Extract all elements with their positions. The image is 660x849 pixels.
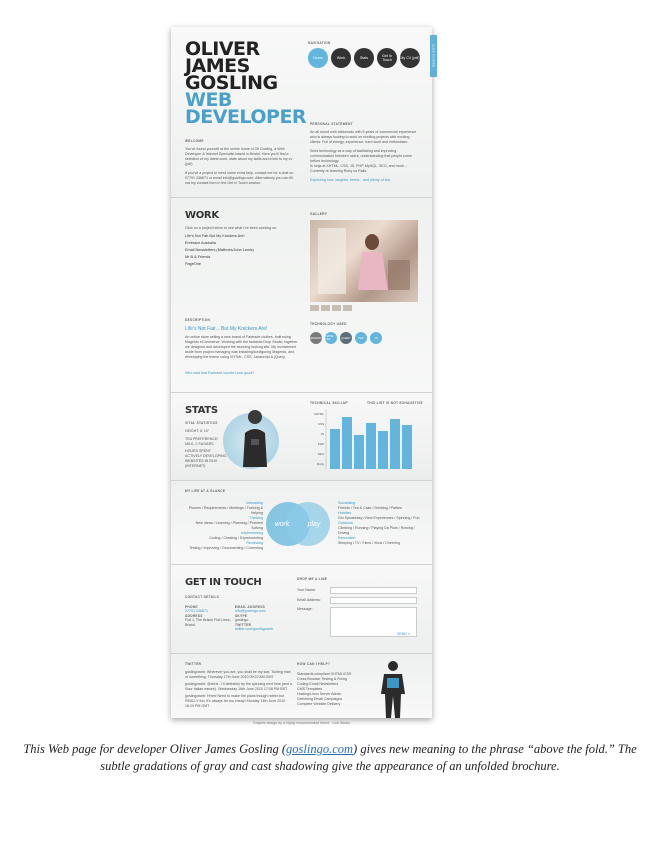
brochure-page (171, 27, 436, 718)
skill-label: CSS (317, 422, 324, 426)
contact-heading: GET IN TOUCH (185, 577, 262, 588)
person-silhouette-icon (376, 660, 410, 718)
play-activities: Socialising Friends / Tea & Cake / Drinking / Parties Hobbies Gin Speakeasy / New Experiences / Spinning / Fun Outdoors Climbing / Running / Playing Da Plain / Rowing / Driving Recreation Sleeping / TV / Films / Xbox / Cheering (338, 501, 420, 545)
nav-home[interactable]: Home (308, 48, 328, 68)
message-field-label: Message: (297, 607, 313, 611)
help-item: CMS Templates (297, 687, 323, 691)
design-credit: Graphic design by a highly recommended friend · Lick Studio (252, 721, 351, 725)
skills-chart (310, 409, 420, 471)
statement-p2: Sees technology as a way of facilitating and improving communication between users, understanding that people come before technology. (310, 149, 412, 163)
statement-p1: An all round web aficionado with 5 years of commercial experience who is always looking to work on exciting projects with exciting clients. Full of energy, experience, hard work and enthusiasm. (310, 130, 417, 144)
email-field[interactable] (330, 597, 417, 604)
gallery-image[interactable] (310, 220, 418, 302)
stat-hours: HOURS SPENT ACTIVELY DEVELOPING WEBSITES IN 2010 (INTERNET) (185, 449, 227, 468)
help-item: Cross Browser Testing & Fixing (297, 677, 347, 681)
tweet: goslingoweb: @chris - I'll definitely try the spinning next time (and a Sour Italian easier!). Wednesday 16th June 2010 17:08 PM BST (185, 682, 293, 691)
skill-label: XHTML (313, 412, 324, 416)
footer-panel (171, 654, 432, 718)
stats-panel (171, 393, 432, 481)
name-field[interactable] (330, 587, 417, 594)
nav-stats[interactable]: Stats (354, 48, 374, 68)
header-panel (171, 27, 436, 198)
address-icon: ADDRESS (185, 614, 203, 618)
gallery-thumb[interactable] (321, 305, 330, 311)
help-item: Delivering Email Campaigns (297, 697, 343, 701)
gallery-thumb[interactable] (343, 305, 352, 311)
name-field-label: Your Name: (297, 588, 316, 592)
statement-label: PERSONAL STATEMENT (310, 122, 353, 126)
work-activities: Interacting Phones / Requirements / Meetings / Training & Helping Thinking New Ideas / Learning / Planning / Problem Solving Implementing Coding / Creating / Experimenting Reviewing Testing / Improving / Documenting / Correcting (188, 501, 263, 550)
gallery-image-art (310, 220, 418, 302)
skill-label: PHP (317, 442, 324, 446)
phone-value[interactable]: 07791 436671 (185, 609, 208, 613)
project-title: Life's Not Fair... But My Knickers Are! (185, 326, 268, 332)
welcome-label: WELCOME (185, 139, 204, 143)
stats-heading: STATS (185, 405, 218, 416)
jquery-icon: jQUERY (340, 332, 352, 344)
address-value: Flat 1, The Bristol Flat Lines, Bristol (185, 618, 231, 627)
vital-label: VITAL STATISTICS (185, 421, 218, 425)
project-item[interactable]: Mr B & Friends (185, 255, 211, 259)
statement-link[interactable]: Expecting love, laughter, beers... and plenty of tea. (310, 178, 391, 182)
main-nav (308, 48, 420, 68)
contact-left-column (185, 605, 240, 628)
gallery-thumbnails (310, 305, 352, 311)
twitter-feed-label: TWITTER (185, 662, 202, 666)
nav-work[interactable]: Work (331, 48, 351, 68)
project-description: An online store selling a new brand of Fairtrade clothes, built using Magento eCommerce. Working with the fantastic Drop Studio, together we designed and developed the stunning looking site. My involvement aside from project managing was installing/configuring Magento, and developing the theme using XHTML, CSS, Javascript & jQuery. (185, 335, 298, 359)
welcome-contact-text: If you've a project or need some extra help, contact me for a chat on 07791 436671 or email info@goslingo.com. Alternatively you can fill out my contact form in the Get In Touch section. (185, 171, 294, 185)
tech-label: TECHNOLOGY USED (310, 322, 347, 326)
gallery-thumb[interactable] (310, 305, 319, 311)
contact-panel (171, 565, 432, 654)
figure-caption: This Web page for developer Oliver James Gosling (goslingo.com) gives new meaning to the phrase “above the fold.” The subtle gradations of gray and cast shadowing give the appearance of an unfolded brochure. (23, 742, 637, 773)
skill-label: SEO (317, 452, 324, 456)
skype-value: goslingo (235, 618, 249, 622)
statement-p3: Is ninja at XHTML, CSS, JS, PHP, MySQL, SEO, and more... Currently re-learning Ruby on Rails. (310, 164, 407, 173)
project-item[interactable]: Email Newsletters (Mattroes/John Lewis) (185, 248, 254, 252)
send-button[interactable]: SEND » (397, 632, 410, 636)
gallery-label: GALLERY (310, 212, 328, 216)
magento-icon: MAGENTO (310, 332, 322, 344)
work-play-venn (262, 499, 334, 549)
php-icon: PHP (355, 332, 367, 344)
skype-icon: SKYPE (235, 614, 248, 618)
nav-cv[interactable]: My CV (pdf) (400, 48, 420, 68)
chart-legend: THIS LIST IS NOT EXHAUSTIVE (367, 401, 423, 405)
contact-right-column (235, 605, 301, 632)
help-list (297, 672, 369, 707)
project-list (185, 233, 300, 268)
contact-form (297, 587, 417, 637)
developer-photo (239, 407, 271, 467)
help-label: HOW CAN I HELP? (297, 662, 331, 666)
tweet: goslingoweb: Wherever you are, you shall be my star. Tooting man or something. Thursday 17th June 2010 09:22 AM GMT (185, 670, 291, 679)
glance-label: MY LIFE AT A GLANCE (185, 489, 226, 493)
help-item: Hosting/Linux Server Admin (297, 692, 342, 696)
js-icon: JS (370, 332, 382, 344)
work-intro: Click on a project below to see what I've been working on. (185, 226, 278, 230)
venn-play-label: play (307, 521, 321, 528)
caption-link[interactable]: goslingo.com (286, 742, 354, 756)
contact-details-label: CONTACT DETAILS (185, 595, 220, 599)
skill-label: JS (320, 432, 324, 436)
stat-height: HEIGHT: 6' 10" (185, 429, 210, 433)
email-value[interactable]: info@goslingo.com (235, 609, 266, 613)
side-tab[interactable]: CLICK TO OPEN (430, 35, 437, 77)
glance-panel (171, 481, 432, 565)
help-item: Complete Website Delivery (297, 702, 341, 706)
project-item[interactable]: Life's Not Fair But My Knickers Are! (185, 234, 245, 238)
email-icon: EMAIL ADDRESS (235, 605, 266, 609)
skill-label: Ruby (316, 462, 324, 466)
help-item: Standards compliant XHTML/CSS (297, 672, 352, 676)
site-name: OLIVER JAMES GOSLING WEB DEVELOPER (185, 38, 307, 128)
drop-line-label: DROP ME A LINE (297, 577, 328, 581)
description-label: DESCRIPTION (185, 318, 211, 322)
twitter-icon: TWITTER (235, 623, 252, 627)
project-item[interactable]: Embrace Australia (185, 241, 216, 245)
gallery-thumb[interactable] (332, 305, 341, 311)
nav-get-in-touch[interactable]: Get In Touch (377, 48, 397, 68)
navigation-label: NAVIGATION (308, 41, 331, 45)
venn-work-label: work (274, 521, 290, 528)
tech-icons (310, 332, 382, 344)
tweet: goslingoweb: Hmm! Need to make the plans though rather-but REALLY fun, it's always far too cheap! Monday 14th June 2010 16:29 PM GMT (185, 694, 286, 708)
work-panel (171, 198, 432, 393)
work-heading: WORK (185, 210, 219, 221)
project-link[interactable]: Who said that Fairtrade couldn't look good? (185, 371, 255, 375)
phone-icon: PHONE (185, 605, 198, 609)
chart-label: TECHNICAL SKILLUP (310, 401, 348, 405)
welcome-text: You've found yourself at the online home of Oli Gosling, a Web Developer & Internet Specialist based in Bristol. Here you'll find a selection of my latest work, state about my skills and a link to my cv (pdf). (185, 147, 293, 166)
email-field-label: Email Address: (297, 598, 321, 602)
project-item[interactable]: PageOne (185, 262, 202, 266)
help-item: Coding Email Newsletters (297, 682, 339, 686)
tweet-list (185, 670, 293, 709)
twitter-value[interactable]: twitter.com/goslingoweb (235, 627, 274, 631)
stat-tea: TEA PREFERENCE: MILK, 2 SUGARS (185, 437, 219, 446)
xhtml-css-icon: XHTML CSS (325, 332, 337, 344)
